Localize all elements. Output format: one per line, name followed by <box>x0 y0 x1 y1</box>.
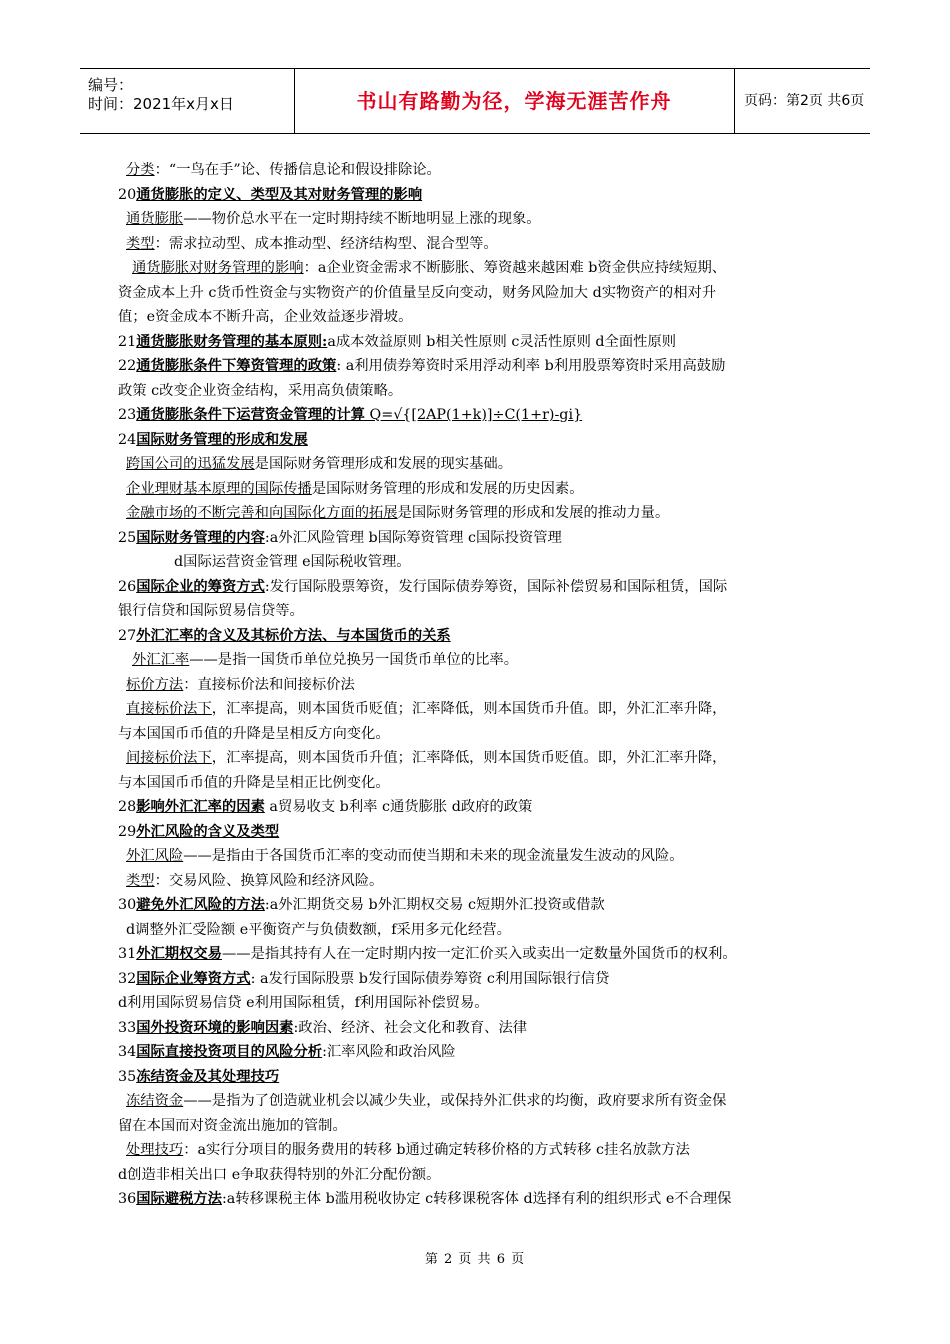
text-segment: 21 <box>118 333 137 350</box>
text-segment: ：需求拉动型、成本推动型、经济结构型、混合型等。 <box>154 235 498 252</box>
text-line <box>118 281 838 306</box>
text-line <box>118 722 838 747</box>
number-label: 编号： <box>88 76 134 94</box>
term-label: 处理技巧 <box>126 1142 184 1158</box>
text-segment: d调整外汇受险额 e平衡资产与负债数额，f采用多元化经营。 <box>126 921 511 938</box>
section-heading: 国际财务管理的形成和发展 <box>136 431 308 448</box>
text-line <box>118 624 838 649</box>
text-line <box>118 550 838 575</box>
text-line <box>118 1138 838 1163</box>
text-line <box>118 207 838 232</box>
text-line <box>118 697 838 722</box>
text-segment: : a利用债券筹资时采用浮动利率 b利用股票筹资时采用高鼓励 <box>336 358 726 374</box>
term-label: 外汇风险 <box>126 848 184 864</box>
text-line <box>118 746 838 771</box>
text-segment: ：a企业资金需求不断膨胀、筹资越来越困难 b资金供应持续短期、 <box>303 260 727 276</box>
text-line <box>118 330 838 355</box>
text-line <box>118 354 838 379</box>
text-segment: ：“一鸟在手”论、传播信息论和假设排除论。 <box>154 162 441 178</box>
page-info: 页码：第2页 共6页 <box>744 93 865 109</box>
term-label: 外汇汇率 <box>132 652 190 668</box>
text-segment: ：交易风险、换算风险和经济风险。 <box>154 872 384 889</box>
text-segment: 35 <box>118 1068 137 1085</box>
text-line <box>118 967 838 992</box>
text-segment: 28 <box>118 799 137 815</box>
text-line <box>118 869 838 894</box>
text-line <box>118 379 838 404</box>
text-line <box>118 893 838 918</box>
text-segment: ——物价总水平在一定时期持续不断地明显上涨的现象。 <box>183 211 541 227</box>
section-heading: 避免外汇风险的方法 <box>136 897 265 913</box>
text-segment: ，汇率提高，则本国货币贬值；汇率降低，则本国货币升值。即，外汇汇率升降， <box>211 701 727 717</box>
text-segment: 资金成本上升 c货币性资金与实物资产的价值量呈反向变动，财务风险加大 d实物资产的相对升 <box>118 284 717 301</box>
text-segment: 26 <box>118 578 137 595</box>
text-segment: 22 <box>118 358 137 374</box>
header-motto-cell <box>294 69 735 133</box>
section-heading: 通货膨胀条件下运营资金管理的计算 <box>136 407 365 423</box>
text-segment: 与本国国币币值的升降是呈相正比例变化。 <box>118 774 390 791</box>
text-line <box>118 1089 838 1114</box>
text-segment: ——是指由于各国货币汇率的变动而使当期和未来的现金流量发生波动的风险。 <box>183 848 684 864</box>
text-segment: 34 <box>118 1044 137 1060</box>
text-line <box>118 256 838 281</box>
text-line <box>118 158 838 183</box>
section-heading: 通货膨胀条件下筹资管理的政策 <box>136 358 337 374</box>
motto: 书山有路勤为径，学海无涯苦作舟 <box>356 89 672 113</box>
text-segment: 36 <box>118 1191 137 1207</box>
section-heading: 冻结资金及其处理技巧 <box>136 1068 280 1085</box>
text-line <box>118 795 838 820</box>
text-segment: 是国际财务管理形成和发展的现实基础。 <box>254 456 513 472</box>
text-line <box>118 183 838 208</box>
section-heading: 国际直接投资项目的风险分析 <box>136 1044 323 1060</box>
text-segment: ：直接标价法和间接标价法 <box>183 676 355 693</box>
text-line <box>118 452 838 477</box>
text-segment: 值；e资金成本不断升高，企业效益逐步滑坡。 <box>118 309 413 325</box>
text-segment: 是国际财务管理的形成和发展的推动力量。 <box>397 505 670 521</box>
text-segment: 25 <box>118 529 137 546</box>
text-line <box>118 403 838 428</box>
text-segment: :a外汇期货交易 b外汇期权交易 c短期外汇投资或借款 <box>264 897 605 913</box>
term-label: 间接标价法下 <box>126 750 212 766</box>
text-line <box>118 599 838 624</box>
text-segment: 23 <box>118 407 137 423</box>
term-label: 通货膨胀对财务管理的影响 <box>132 260 304 276</box>
text-segment: ——是指为了创造就业机会以减少失业，或保持外汇供求的均衡，政府要求所有资金保 <box>183 1093 727 1109</box>
text-line <box>118 1065 838 1090</box>
text-line <box>118 673 838 698</box>
term-label: 类型 <box>126 872 155 889</box>
text-line <box>118 991 838 1016</box>
time-label: 时间：2021年x月x日 <box>88 95 234 113</box>
text-line <box>118 305 838 330</box>
text-segment: 32 <box>118 970 137 987</box>
term-label: 类型 <box>126 235 155 252</box>
text-segment: :汇率风险和政治风险 <box>322 1044 456 1060</box>
text-segment: 银行信贷和国际贸易信贷等。 <box>118 603 304 619</box>
text-segment: : a发行国际股票 b发行国际债券筹资 c利用国际银行信贷 <box>250 970 610 987</box>
header-page-cell <box>734 69 870 133</box>
text-segment: ——是指一国货币单位兑换另一国货币单位的比率。 <box>189 652 519 668</box>
text-line <box>118 428 838 453</box>
header-info-cell <box>80 69 295 133</box>
text-segment: ——是指其持有人在一定时期内按一定汇价买入或卖出一定数量外国货币的权利。 <box>221 946 737 962</box>
text-segment: d创造非相关出口 e争取获得特别的外汇分配份额。 <box>118 1166 441 1183</box>
text-segment: 30 <box>118 897 137 913</box>
text-segment: 是国际财务管理的形成和发展的历史因素。 <box>311 480 584 497</box>
section-heading: 通货膨胀财务管理的基本原则: <box>136 333 328 350</box>
section-heading: 外汇汇率的含义及其标价方法、与本国货币的关系 <box>136 627 451 644</box>
text-segment: 29 <box>118 823 137 840</box>
text-line <box>118 1016 838 1041</box>
text-segment: 20 <box>118 186 137 203</box>
term-label: 直接标价法下 <box>126 701 212 717</box>
text-segment: 31 <box>118 946 137 962</box>
text-line <box>118 918 838 943</box>
text-line <box>118 1187 838 1212</box>
text-segment: 政策 c改变企业资金结构，采用高负债策略。 <box>118 382 403 399</box>
text-line <box>118 575 838 600</box>
text-line <box>118 820 838 845</box>
text-segment: a贸易收支 b利率 c通货膨胀 d政府的政策 <box>264 799 533 815</box>
term-label: 通货膨胀 <box>126 211 184 227</box>
term-label: 企业理财基本原理的国际传播 <box>126 480 312 497</box>
text-line <box>118 1040 838 1065</box>
text-line <box>118 232 838 257</box>
text-line <box>118 477 838 502</box>
section-heading: 国际企业的筹资方式 <box>136 578 265 595</box>
text-segment: :a转移课税主体 b滥用税收协定 c转移课税客体 d选择有利的组织形式 e不合理保 <box>221 1191 732 1207</box>
text-segment: 27 <box>118 627 137 644</box>
section-heading: 通货膨胀的定义、类型及其对财务管理的影响 <box>136 186 423 203</box>
text-segment: 24 <box>118 431 137 448</box>
text-line <box>118 942 838 967</box>
text-line <box>118 526 838 551</box>
text-line <box>118 501 838 526</box>
text-line <box>118 771 838 796</box>
term-label: 冻结资金 <box>126 1093 184 1109</box>
text-segment: :政治、经济、社会文化和教育、法律 <box>293 1019 528 1036</box>
term-label: 标价方法 <box>126 676 184 693</box>
text-segment: d国际运营资金管理 e国际税收管理。 <box>174 554 411 570</box>
section-heading: 外汇期权交易 <box>136 946 222 962</box>
term-label: Q=√{[2AP(1+k)]÷C(1+r)-gi} <box>364 407 583 423</box>
section-heading: 国外投资环境的影响因素 <box>136 1019 294 1036</box>
section-heading: 外汇风险的含义及类型 <box>136 823 280 840</box>
text-segment: 与本国国币币值的升降是呈相反方向变化。 <box>118 725 390 742</box>
term-label: 分类 <box>126 162 155 178</box>
term-label: 跨国公司的迅猛发展 <box>126 456 255 472</box>
text-segment: :a外汇风险管理 b国际筹资管理 c国际投资管理 <box>264 529 562 546</box>
text-line <box>118 1163 838 1188</box>
page-header <box>80 68 870 134</box>
section-heading: 国际财务管理的内容 <box>136 529 265 546</box>
text-line <box>118 844 838 869</box>
section-heading: 影响外汇汇率的因素 <box>136 799 265 815</box>
text-segment: a成本效益原则 b相关性原则 c灵活性原则 d全面性原则 <box>327 333 677 350</box>
text-segment: :发行国际股票筹资，发行国际债券筹资，国际补偿贸易和国际租赁，国际 <box>264 578 728 595</box>
text-segment: ，汇率提高，则本国货币升值；汇率降低，则本国货币贬值。即，外汇汇率升降， <box>211 750 727 766</box>
section-heading: 国际避税方法 <box>136 1191 222 1207</box>
term-label: 金融市场的不断完善和向国际化方面的拓展 <box>126 505 398 521</box>
text-segment: 33 <box>118 1019 137 1036</box>
text-segment: 留在本国而对资金流出施加的管制。 <box>118 1117 347 1134</box>
text-line <box>118 648 838 673</box>
section-heading: 国际企业筹资方式 <box>136 970 251 987</box>
text-line <box>118 1114 838 1139</box>
text-segment: d利用国际贸易信贷 e利用国际租赁，f利用国际补偿贸易。 <box>118 995 489 1011</box>
text-segment: ：a实行分项目的服务费用的转移 b通过确定转移价格的方式转移 c挂名放款方法 <box>183 1142 690 1158</box>
document-body <box>118 158 838 1212</box>
page-footer: 第 2 页 共 6 页 <box>424 1252 526 1267</box>
